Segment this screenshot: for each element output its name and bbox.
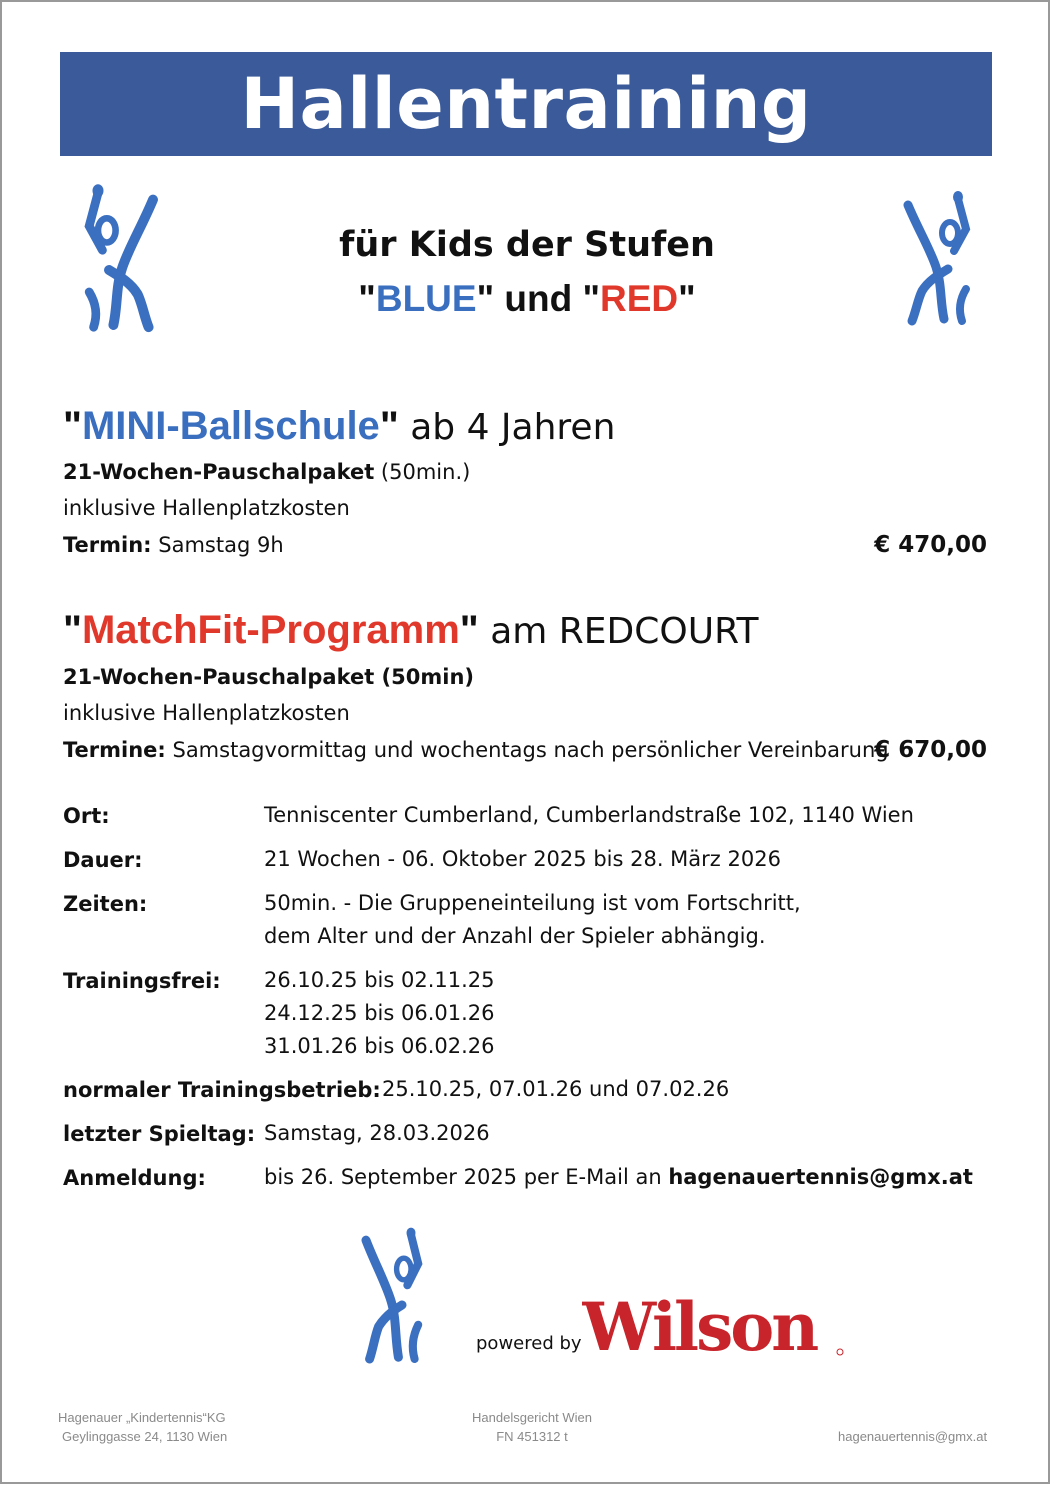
ort-label: Ort:: [63, 804, 110, 828]
player-logo-bottom-icon: [348, 1222, 438, 1370]
footer-company: Hagenauer „Kindertennis“KG Geylinggasse 24, 1130 Wien: [58, 1410, 228, 1444]
page-title: Hallentraining: [240, 63, 812, 145]
mini-heading: "MINI-Ballschule" ab 4 Jahren: [63, 404, 616, 448]
trainingsfrei-value: 26.10.25 bis 02.11.25 24.12.25 bis 06.01.26 31.01.26 bis 06.02.26: [264, 968, 495, 1058]
zeiten-label: Zeiten:: [63, 892, 148, 916]
level-blue: BLUE: [375, 278, 477, 319]
mini-price: € 470,00: [874, 532, 987, 558]
wilson-logo: [582, 1296, 852, 1366]
dauer-value: 21 Wochen - 06. Oktober 2025 bis 28. März 2026: [264, 847, 781, 871]
trainingsfrei-label: Trainingsfrei:: [63, 969, 221, 993]
anmeldung-email[interactable]: hagenauertennis@gmx.at: [668, 1165, 973, 1189]
matchfit-price: € 670,00: [874, 737, 987, 763]
powered-by-text: powered by: [476, 1333, 582, 1354]
zeiten-value: 50min. - Die Gruppeneinteilung ist vom Fortschritt, dem Alter und der Anzahl der Spieler abhängig.: [264, 891, 801, 948]
letzter-spieltag-value: Samstag, 28.03.2026: [264, 1121, 490, 1145]
dauer-label: Dauer:: [63, 848, 143, 872]
footer-register: Handelsgericht Wien FN 451312 t: [472, 1410, 592, 1444]
normal-training-value: 25.10.25, 07.01.26 und 07.02.26: [382, 1077, 730, 1101]
footer-email[interactable]: hagenauertennis@gmx.at: [838, 1429, 988, 1444]
ort-value: Tenniscenter Cumberland, Cumberlandstraße 102, 1140 Wien: [264, 803, 914, 827]
matchfit-package: 21-Wochen-Pauschalpaket (50min): [63, 665, 475, 689]
mini-name: MINI-Ballschule: [81, 404, 380, 448]
letzter-spieltag-label: letzter Spieltag:: [63, 1122, 256, 1146]
mini-age: ab 4 Jahren: [398, 407, 616, 448]
mini-package: 21-Wochen-Pauschalpaket (50min.): [63, 460, 471, 484]
mini-termin: Termin: Samstag 9h: [63, 533, 284, 557]
normal-training-label: normaler Trainingsbetrieb:: [63, 1078, 381, 1102]
subtitle-line2: "BLUE" und "RED": [358, 278, 696, 319]
title-banner: [60, 52, 992, 156]
anmeldung-label: Anmeldung:: [63, 1166, 206, 1190]
wilson-wordmark: Wilson: [582, 1296, 817, 1362]
matchfit-name: MatchFit-Programm: [81, 608, 460, 652]
level-red: RED: [600, 278, 679, 319]
matchfit-includes: inklusive Hallenplatzkosten: [63, 701, 350, 725]
matchfit-termine: Termine: Samstagvormittag und wochentags nach persönlicher Vereinbarung: [63, 738, 889, 762]
player-logo-right-icon: [888, 182, 988, 336]
subtitle-line1: für Kids der Stufen: [339, 225, 715, 265]
player-logo-left-icon: [62, 182, 178, 336]
matchfit-heading: "MatchFit-Programm" am REDCOURT: [63, 608, 759, 652]
matchfit-court: am REDCOURT: [478, 611, 759, 652]
anmeldung-value: bis 26. September 2025 per E-Mail an hagenauertennis@gmx.at: [264, 1165, 973, 1189]
subtitle: [200, 218, 854, 326]
mini-includes: inklusive Hallenplatzkosten: [63, 496, 350, 520]
